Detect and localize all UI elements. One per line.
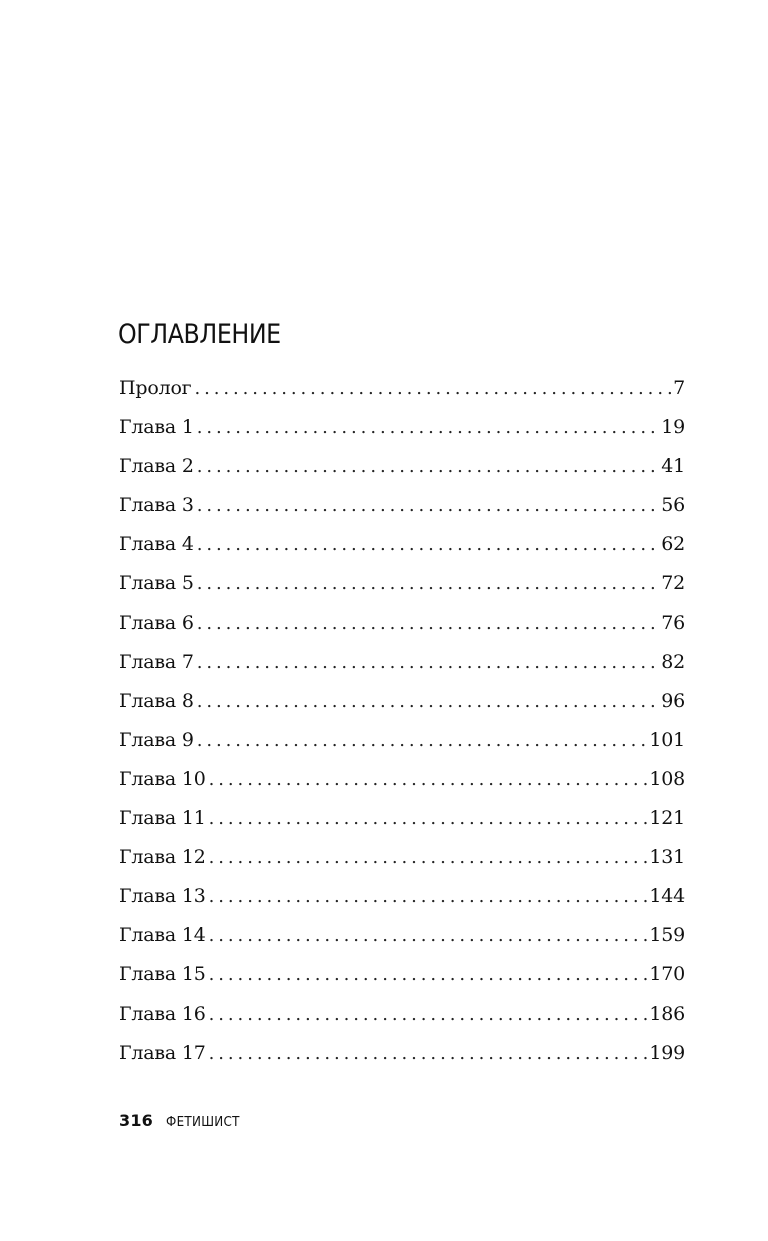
- dot-leader: [197, 417, 659, 438]
- toc-entry-label: Глава 3: [119, 494, 194, 517]
- dot-leader: [209, 1004, 648, 1025]
- toc-entry-label: Глава 14: [119, 924, 206, 947]
- dot-leader: [197, 495, 659, 516]
- dot-leader: [197, 691, 659, 712]
- dot-leader: [197, 534, 659, 555]
- toc-entry: [119, 768, 685, 807]
- toc-entry-page: 101: [649, 728, 685, 751]
- toc-entry-label: Глава 13: [119, 885, 206, 908]
- toc-entry: [119, 690, 685, 729]
- toc-entry-page: 108: [649, 767, 685, 790]
- toc-entry: [119, 846, 685, 885]
- toc-entry-page: 56: [661, 494, 685, 517]
- toc-heading: ОГЛАВЛЕНИЕ: [118, 319, 281, 350]
- toc-list: [119, 377, 685, 1081]
- toc-entry-page: 199: [649, 1041, 685, 1064]
- dot-leader: [194, 378, 671, 399]
- toc-entry: [119, 963, 685, 1002]
- toc-entry: [119, 377, 685, 416]
- toc-entry-label: Глава 2: [119, 455, 194, 478]
- toc-entry-label: Глава 7: [119, 650, 194, 673]
- dot-leader: [209, 964, 648, 985]
- dot-leader: [197, 730, 648, 751]
- toc-entry-label: Глава 11: [119, 807, 206, 830]
- toc-entry-page: 96: [661, 689, 685, 712]
- dot-leader: [209, 925, 648, 946]
- page-footer: [119, 1111, 246, 1130]
- toc-entry: [119, 533, 685, 572]
- toc-entry-page: 72: [661, 572, 685, 595]
- dot-leader: [197, 573, 659, 594]
- toc-entry-page: 7: [673, 377, 685, 399]
- toc-entry-page: 121: [649, 807, 685, 830]
- toc-entry-label: Глава 15: [119, 963, 206, 986]
- toc-entry-label: Глава 8: [119, 689, 194, 712]
- dot-leader: [209, 886, 648, 907]
- toc-entry: [119, 651, 685, 690]
- toc-entry-label: Глава 9: [119, 728, 194, 751]
- toc-entry: [119, 924, 685, 963]
- toc-entry: [119, 1003, 685, 1042]
- toc-entry-label: Глава 17: [119, 1041, 206, 1064]
- toc-entry-label: Глава 10: [119, 767, 206, 790]
- toc-entry-page: 19: [661, 416, 685, 439]
- toc-entry: [119, 612, 685, 651]
- toc-entry: [119, 416, 685, 455]
- toc-entry-label: Пролог: [119, 377, 192, 399]
- toc-entry-label: Глава 1: [119, 416, 194, 439]
- dot-leader: [197, 613, 659, 634]
- toc-entry: [119, 885, 685, 924]
- dot-leader: [197, 456, 659, 477]
- toc-entry-page: 159: [649, 924, 685, 947]
- dot-leader: [209, 847, 648, 868]
- toc-entry-page: 186: [649, 1002, 685, 1025]
- toc-entry-page: 76: [661, 611, 685, 634]
- toc-entry: [119, 729, 685, 768]
- running-title: ФЕТИШИСТ: [166, 1115, 240, 1130]
- page-number: 316: [119, 1111, 153, 1130]
- dot-leader: [209, 1043, 648, 1064]
- toc-entry-page: 131: [649, 846, 685, 869]
- toc-entry-label: Глава 12: [119, 846, 206, 869]
- toc-entry-label: Глава 16: [119, 1002, 206, 1025]
- toc-entry-page: 41: [661, 455, 685, 478]
- toc-entry-page: 62: [661, 533, 685, 556]
- toc-entry-page: 144: [649, 885, 685, 908]
- dot-leader: [209, 769, 648, 790]
- toc-entry-label: Глава 5: [119, 572, 194, 595]
- dot-leader: [197, 652, 659, 673]
- toc-entry: [119, 1042, 685, 1081]
- toc-entry-label: Глава 6: [119, 611, 194, 634]
- toc-entry-label: Глава 4: [119, 533, 194, 556]
- toc-entry: [119, 494, 685, 533]
- toc-entry-page: 82: [661, 650, 685, 673]
- dot-leader: [209, 808, 648, 829]
- toc-entry: [119, 572, 685, 611]
- toc-entry-page: 170: [649, 963, 685, 986]
- toc-entry: [119, 807, 685, 846]
- toc-entry: [119, 455, 685, 494]
